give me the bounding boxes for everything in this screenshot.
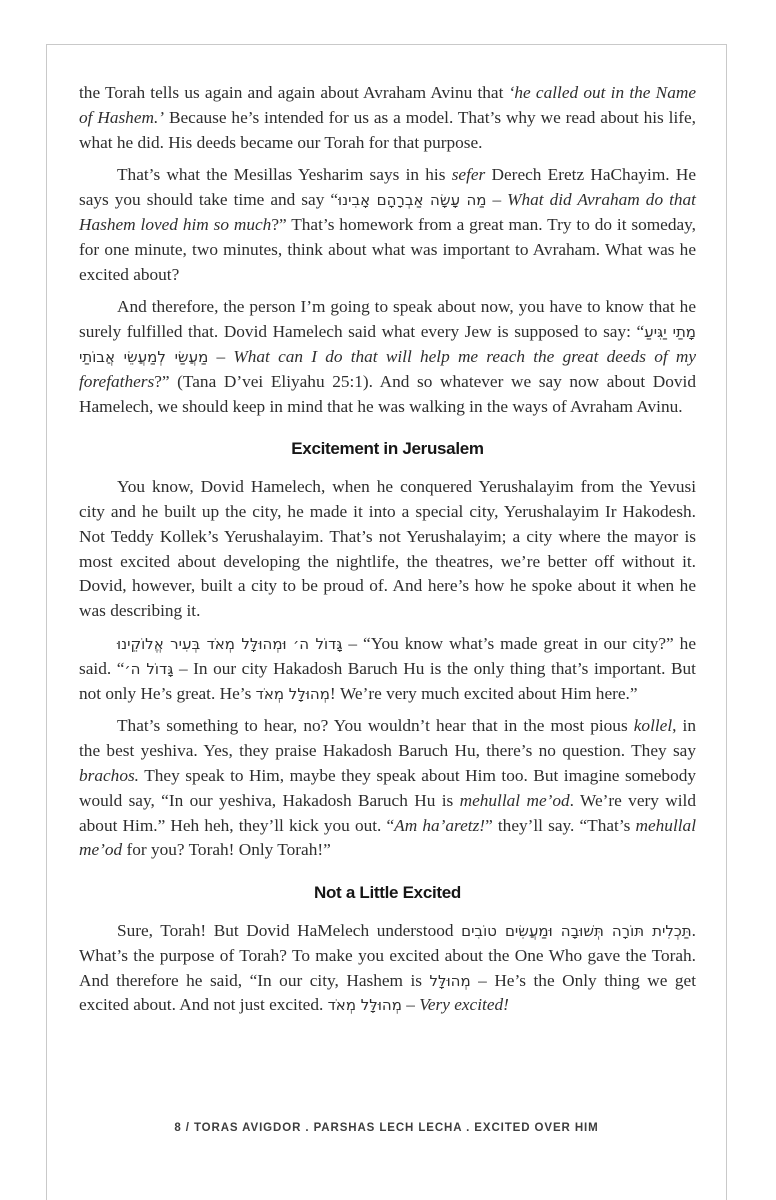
hebrew-text: גָּדוֹל ה׳ וּמְהוּלָּל מְאֹד בְּעִיר אֱלוֹקֵינוּ bbox=[117, 634, 343, 653]
body-text: for you? Torah! Only Torah!” bbox=[122, 840, 331, 860]
italic-text: sefer bbox=[451, 165, 486, 185]
body-text: . We’re very wild about Him.” Heh heh, they’ll kick you out. “ bbox=[79, 790, 696, 835]
hebrew-text: מְהוּלָּל מְאֹד bbox=[255, 684, 330, 703]
body-text: That’s something to hear, no? You wouldn’t hear that in the most pious bbox=[117, 716, 634, 736]
page-border bbox=[46, 44, 727, 1200]
body-text: That’s what the Mesillas Yesharim says in his bbox=[117, 165, 452, 185]
article-body bbox=[47, 45, 726, 1018]
body-text: . What’s the purpose of Torah? To make you excited about the One Who gave the Torah. And therefore he said, “In our city, Hashem is bbox=[79, 920, 696, 990]
hebrew-text: תַּכְלִית תּוֹרָה תְּשׁוּבָה וּמַעֲשִׂים טוֹבִים bbox=[461, 921, 692, 940]
body-text: Because he’s intended for us as a model. That’s why we read about his life, what he did. His deeds became our Torah for that purpose. bbox=[79, 107, 696, 152]
italic-text: Very excited! bbox=[419, 995, 509, 1015]
italic-text: What did Avraham do that Hashem loved him so much bbox=[79, 190, 696, 234]
italic-text: What can I do that will help me reach the great deeds of my forefathers bbox=[79, 346, 697, 391]
body-text: They speak to Him, maybe they speak about Him too. But imagine somebody would say, “In our yeshiva, Hakadosh Baruch Hu is bbox=[79, 765, 696, 810]
hebrew-text: מַה עָשָׂה אַבְרָהָם אָבִינוּ bbox=[338, 191, 487, 210]
body-text: You know, Dovid Hamelech, when he conquered Yerushalayim from the Yevusi city and he built up the city, he made it into a special city, Yerushalayim Ir Hakodesh. Not Teddy Kollek’s Yerushalayim. That’s not Yerushalayim; a city where the mayor is most excited about developing the nightlife, the theatres, we’re better off without it. Dovid, however, built a city to be proud of. And here’s how he spoke about it when he was describing it. bbox=[79, 477, 696, 621]
paragraph bbox=[79, 81, 696, 155]
body-text: Sure, Torah! But Dovid HaMelech understood bbox=[117, 920, 462, 940]
italic-text: ‘he called out in the Name of Hashem.’ bbox=[79, 83, 696, 127]
body-text: – He’s the Only thing we get excited about. And not just excited. bbox=[79, 970, 696, 1015]
italic-text: brachos. bbox=[79, 765, 140, 785]
hebrew-text: מָתַי יַגִּיעַ מַעֲשַׂי לְמַעֲשֵׂי אֲבוֹתַי bbox=[79, 323, 696, 366]
italic-text: kollel bbox=[633, 716, 673, 736]
paragraph bbox=[79, 714, 696, 863]
body-text: – “You know what’s made great in our city?” he said. “ bbox=[79, 633, 696, 678]
body-text: Derech Eretz HaChayim. He says you should take time and say “ bbox=[79, 165, 696, 210]
paragraph bbox=[79, 919, 696, 1018]
body-text: – bbox=[486, 190, 508, 210]
paragraph bbox=[79, 295, 696, 419]
hebrew-text: גָּדוֹל ה׳ bbox=[124, 659, 174, 678]
page-footer: 8 / TORAS AVIGDOR . PARSHAS LECH LECHA . EXCITED OVER HIM bbox=[174, 1122, 599, 1134]
body-text: – bbox=[208, 346, 234, 366]
body-text: – In our city Hakadosh Baruch Hu is the only thing that’s important. But not only He’s great. He’s bbox=[79, 658, 696, 703]
body-text: – bbox=[401, 995, 420, 1015]
section-heading: Not a Little Excited bbox=[313, 883, 462, 903]
paragraph bbox=[79, 632, 696, 706]
body-text: ?” That’s homework from a great man. Try to do it someday, for one minute, two minutes, think about what was important to Avraham. What was he excited about? bbox=[79, 214, 697, 284]
body-text: ” they’ll say. “That’s bbox=[485, 815, 636, 835]
hebrew-text: מְהוּלָּל bbox=[429, 971, 471, 990]
body-text: And therefore, the person I’m going to speak about now, you have to know that he surely fulfilled that. Dovid Hamelech said what every Jew is supposed to say: “ bbox=[79, 297, 696, 342]
body-text: ! We’re very much excited about Him here.” bbox=[329, 683, 638, 703]
italic-text: Am ha’aretz! bbox=[394, 815, 486, 835]
body-text: , in the best yeshiva. Yes, they praise Hakadosh Baruch Hu, there’s no question. They say bbox=[79, 716, 697, 761]
italic-text: mehullal me’od bbox=[79, 815, 696, 860]
hebrew-text: מְהוּלָּל מְאֹד bbox=[327, 996, 402, 1015]
body-text: ?” (Tana D’vei Eliyahu 25:1). And so whatever we say now about Dovid Hamelech, we should keep in mind that he was walking in the ways of Avraham Avinu. bbox=[79, 371, 696, 416]
paragraph bbox=[79, 163, 696, 287]
section-heading: Excitement in Jerusalem bbox=[291, 439, 484, 459]
body-text: the Torah tells us again and again about Avraham Avinu that bbox=[79, 83, 509, 102]
italic-text: mehullal me’od bbox=[459, 790, 570, 810]
paragraph bbox=[79, 475, 696, 624]
